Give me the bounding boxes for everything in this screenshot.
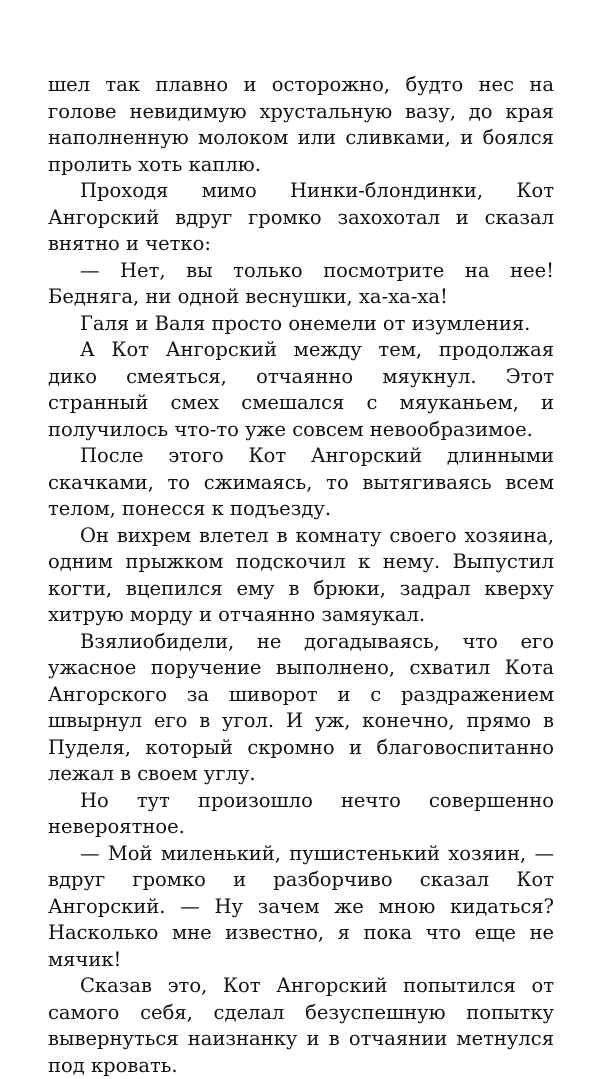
paragraph-10: — Мой миленький, пушистенький хозяин, — вдруг громко и разборчиво сказал Кот Ангорский. — Ну зачем же мною кидаться? Насколько мне известно, я пока что еще не мячик! xyxy=(48,841,554,971)
paragraph-9: Но тут произошло нечто совершенно невероятное. xyxy=(48,788,554,838)
paragraph-7: Он вихрем влетел в комнату своего хозяина, одним прыжком подскочил к нему. Выпустил когти, вцепился ему в брюки, задрал кверху хитрую морду и отчаянно замяукал. xyxy=(48,523,554,626)
paragraph-3: — Нет, вы только посмотрите на нее! Бедняга, ни одной веснушки, ха-ха-ха! xyxy=(48,258,554,308)
paragraph-1: шел так плавно и осторожно, будто нес на голове невидимую хрустальную вазу, до края наполненную молоком или сливками, и боялся пролить хоть каплю. xyxy=(48,73,554,176)
paragraph-5: А Кот Ангорский между тем, продолжая дико смеяться, отчаянно мяукнул. Этот странный смех смешался с мяуканьем, и получилось что-то уже совсем невообразимое. xyxy=(48,338,554,441)
paragraph-11: Сказав это, Кот Ангорский попытился от самого себя, сделал безуспешную попытку вывернуться наизнанку и в отчаянии метнулся под кровать. xyxy=(48,974,554,1077)
paragraph-2: Проходя мимо Нинки-блондинки, Кот Ангорский вдруг громко захохотал и сказал внятно и четко: xyxy=(48,179,554,255)
paragraph-6: После этого Кот Ангорский длинными скачками, то сжимаясь, то вытягиваясь всем телом, понесся к подъезду. xyxy=(48,444,554,520)
book-page-text xyxy=(48,72,554,1079)
paragraph-4: Галя и Валя просто онемели от изумления. xyxy=(80,311,531,335)
paragraph-8: Взялиобидели, не догадываясь, что его ужасное поручение выполнено, схватил Кота Ангорского за шиворот и с раздражением швырнул его в угол. И уж, конечно, прямо в Пуделя, который скромно и благовоспитанно лежал в своем углу. xyxy=(48,629,554,785)
